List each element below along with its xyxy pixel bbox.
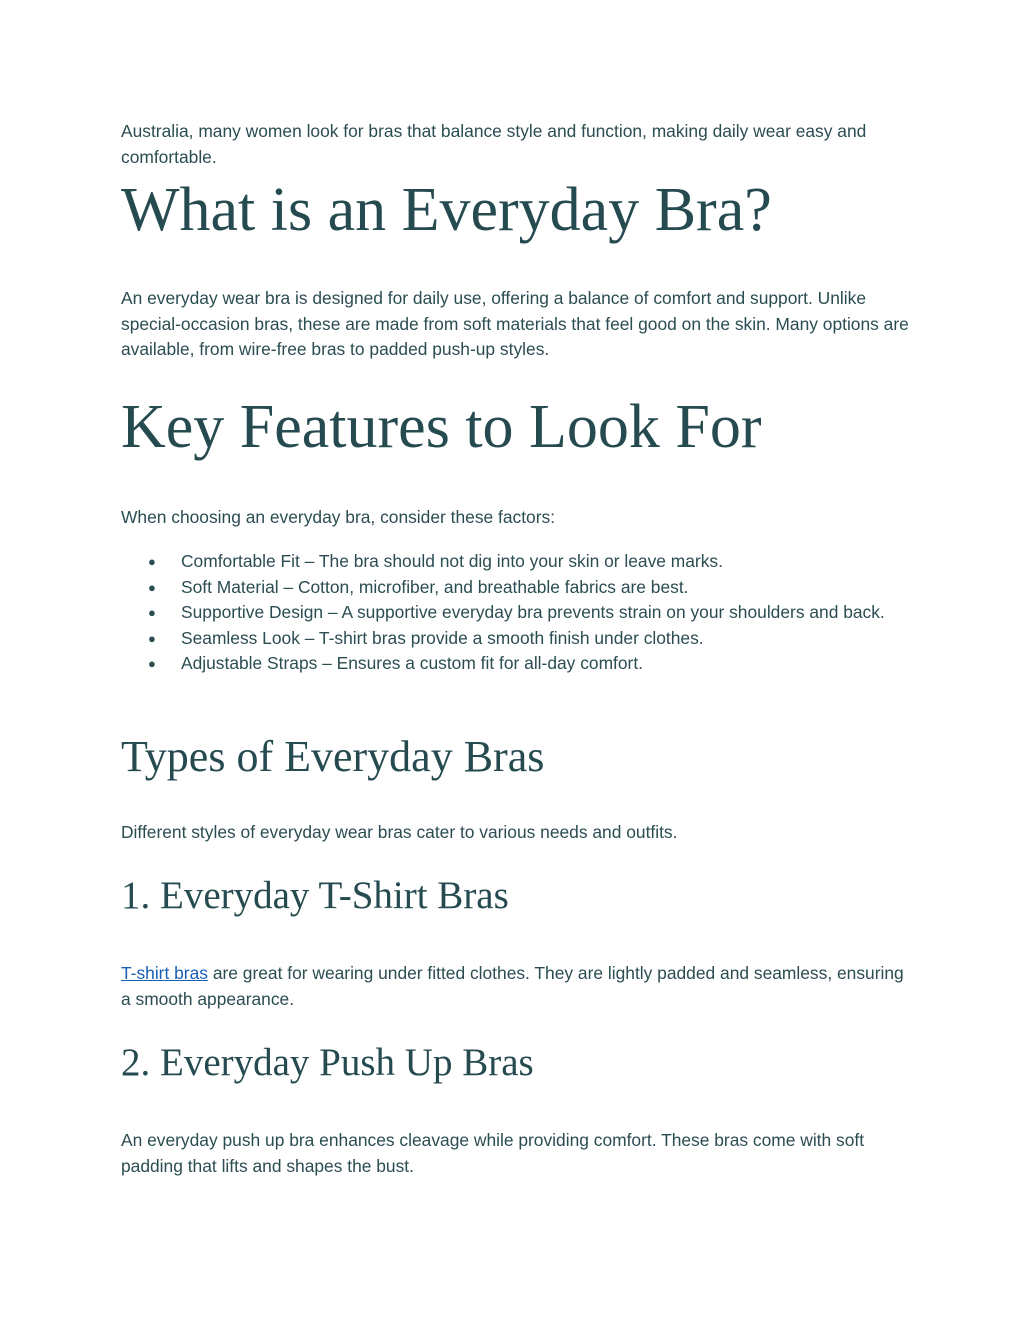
types-paragraph: Different styles of everyday wear bras cater to various needs and outfits. — [121, 822, 678, 842]
what-paragraph: An everyday wear bra is designed for daily use, offering a balance of comfort and support. Unlike special-occasion bras, these are made from soft materials that feel good on the skin. Many options are available, from wire-free bras to padded push-up styles. — [121, 288, 909, 360]
tshirt-paragraph-text: are great for wearing under fitted clothes. They are lightly padded and seamless, ensuring a smooth appearance. — [121, 963, 904, 1009]
heading-tshirt-bras: 1. Everyday T-Shirt Bras — [121, 874, 509, 917]
list-item-text: Adjustable Straps – Ensures a custom fit for all-day comfort. — [181, 653, 644, 674]
list-item — [121, 651, 911, 677]
pushup-paragraph: An everyday push up bra enhances cleavage while providing comfort. These bras come with soft padding that lifts and shapes the bust. — [121, 1130, 865, 1176]
bullet-icon: ● — [148, 656, 156, 672]
list-item — [121, 600, 911, 626]
list-item — [121, 626, 911, 652]
heading-key-features: Key Features to Look For — [121, 393, 762, 461]
list-item — [121, 549, 911, 575]
list-item-text: Seamless Look – T-shirt bras provide a smooth finish under clothes. — [181, 627, 704, 648]
list-item-text: Comfortable Fit – The bra should not dig into your skin or leave marks. — [181, 551, 723, 571]
tshirt-bras-link[interactable]: T-shirt bras — [121, 963, 208, 983]
bullet-icon: ● — [148, 605, 156, 621]
heading-types-of-everyday-bras: Types of Everyday Bras — [121, 732, 545, 781]
bullet-icon: ● — [148, 579, 156, 595]
intro-paragraph: Australia, many women look for bras that balance style and function, making daily wear easy and comfortable. — [121, 121, 867, 167]
list-item-text: Soft Material – Cotton, microfiber, and breathable fabrics are best. — [181, 576, 689, 597]
heading-push-up-bras: 2. Everyday Push Up Bras — [121, 1041, 534, 1084]
heading-what-is-everyday-bra: What is an Everyday Bra? — [121, 176, 772, 244]
tshirt-paragraph — [121, 961, 911, 1012]
features-list — [121, 549, 911, 677]
features-intro-paragraph: When choosing an everyday bra, consider these factors: — [121, 507, 556, 527]
bullet-icon: ● — [148, 554, 156, 569]
list-item-text: Supportive Design – A supportive everyday bra prevents strain on your shoulders and back. — [181, 602, 885, 623]
list-item — [121, 575, 911, 601]
bullet-icon: ● — [148, 630, 156, 646]
